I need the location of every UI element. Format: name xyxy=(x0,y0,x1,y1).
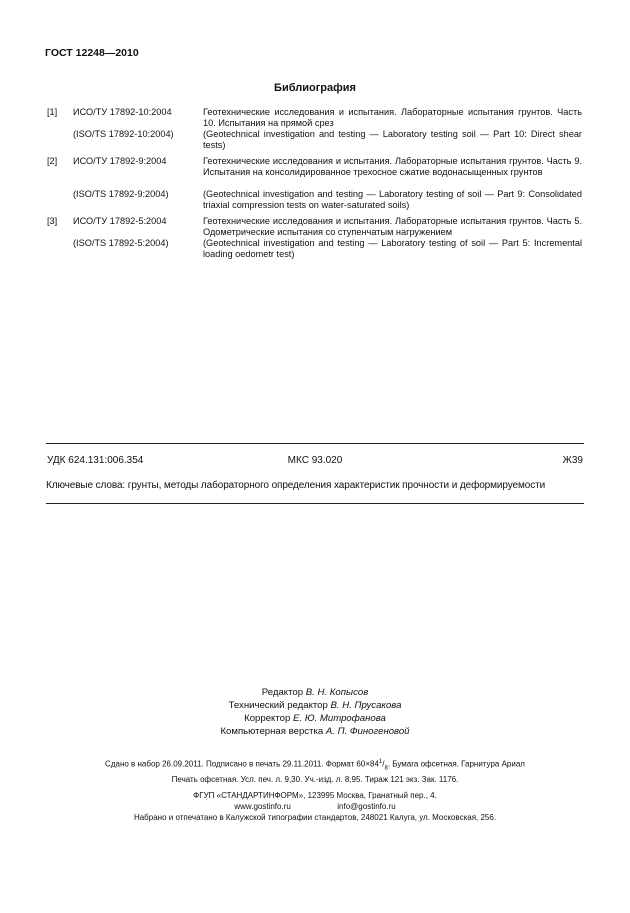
entry-number: [1] xyxy=(47,107,58,117)
format-denominator: 8 xyxy=(384,765,388,772)
editor-name: А. П. Финогеновой xyxy=(325,726,410,737)
entry-code-en: (ISO/TS 17892-5:2004) xyxy=(73,238,169,248)
entry-title-ru: Геотехнические исследования и испытания. Лабораторные испытания грунтов. Часть 10. Испытания на прямой срез xyxy=(203,107,582,128)
entry-title-en: (Geotechnical investigation and testing — Laboratory testing of soil — Part 9: Consolidated triaxial compression tests on water-saturated soils) xyxy=(203,189,582,210)
editor-name: В. Н. Копысов xyxy=(305,687,369,698)
entry-code-en: (ISO/TS 17892-10:2004) xyxy=(73,129,174,139)
editor-role: Редактор xyxy=(261,687,304,698)
imprint-text: . Бумага офсетная. Гарнитура Ариал xyxy=(387,759,525,769)
format-numerator: 1 xyxy=(378,759,383,765)
editor-row xyxy=(0,699,630,712)
imprint-block xyxy=(0,757,630,785)
udk-code: УДК 624.131:006.354 xyxy=(47,455,144,466)
bottom-divider xyxy=(46,503,584,504)
publisher-contacts xyxy=(0,801,630,812)
keywords: Ключевые слова: грунты, методы лабораторного определения характеристик прочности и деформируемости xyxy=(46,480,546,491)
entry-number: [2] xyxy=(47,156,58,166)
editor-name: В. Н. Прусакова xyxy=(330,700,402,711)
editor-role: Компьютерная верстка xyxy=(220,726,324,737)
printing-house: Набрано и отпечатано в Калужской типографии стандартов, 248021 Калуга, ул. Московская, 256. xyxy=(133,813,497,822)
entry-code-ru: ИСО/ТУ 17892-5:2004 xyxy=(73,216,167,226)
mks-code: МКС 93.020 xyxy=(287,455,343,466)
entry-title-ru: Геотехнические исследования и испытания. Лабораторные испытания грунтов. Часть 9. Испытания на консолидированное трехосное сжатие водонасыщенных грунтов xyxy=(203,156,582,177)
entry-code-en: (ISO/TS 17892-9:2004) xyxy=(73,189,169,199)
standard-header: ГОСТ 12248—2010 xyxy=(45,47,139,59)
entry-title-ru: Геотехнические исследования и испытания. Лабораторные испытания грунтов. Часть 5. Одометрические испытания со ступенчатым нагружением xyxy=(203,216,582,237)
editor-row xyxy=(0,725,630,738)
imprint-line: Печать офсетная. Усл. печ. л. 9,30. Уч.-изд. л. 8,95. Тираж 121 экз. Зак. 1176. xyxy=(171,775,459,785)
entry-code-ru: ИСО/ТУ 17892-9:2004 xyxy=(73,156,167,166)
entry-title-en: (Geotechnical investigation and testing — Laboratory testing soil — Part 10: Direct shear tests) xyxy=(203,129,582,150)
publisher-site[interactable]: www.gostinfo.ru xyxy=(234,802,291,811)
imprint-text: Сдано в набор 26.09.2011. Подписано в печать 29.11.2011. Формат 60×84 xyxy=(105,759,379,769)
top-divider xyxy=(46,443,584,444)
editor-role: Корректор xyxy=(244,713,291,724)
editor-role: Технический редактор xyxy=(228,700,328,711)
entry-number: [3] xyxy=(47,216,58,226)
editor-row xyxy=(0,712,630,725)
bibliography-title: Библиография xyxy=(274,82,356,94)
editor-name: Е. Ю. Митрофанова xyxy=(293,713,386,724)
entry-code-ru: ИСО/ТУ 17892-10:2004 xyxy=(73,107,172,117)
imprint-line: Сдано в набор 26.09.2011. Подписано в печать 29.11.2011. Формат $60\times 84^1/_8$. Бумага офсетная. Гарнитура Ариал xyxy=(105,759,525,772)
publisher-address: ФГУП «СТАНДАРТИНФОРМ», 123995 Москва, Гранатный пер., 4. xyxy=(193,791,437,800)
entry-title-en: (Geotechnical investigation and testing — Laboratory testing of soil — Part 5: Incremental loading oedometr test) xyxy=(203,238,582,259)
group-code: Ж39 xyxy=(562,455,583,466)
editor-row xyxy=(0,686,630,699)
publisher-email[interactable]: info@gostinfo.ru xyxy=(337,802,396,811)
